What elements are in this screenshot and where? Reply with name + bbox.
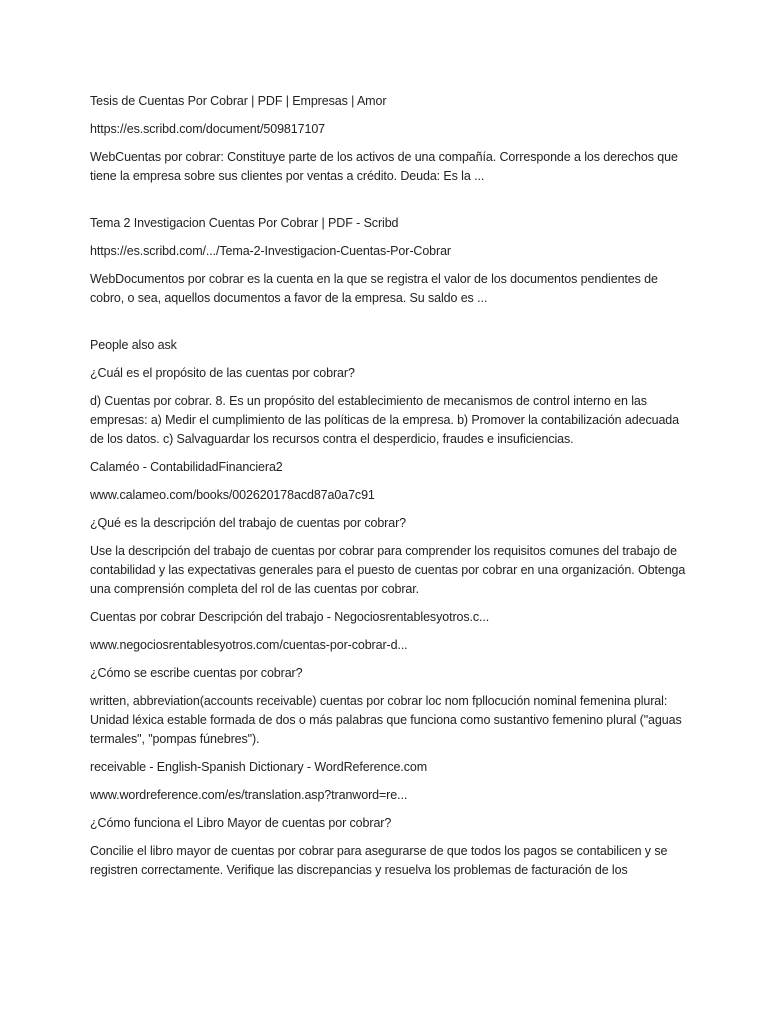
result-snippet-2: WebDocumentos por cobrar es la cuenta en la que se registra el valor de los documentos pendientes de cobro, o sea, aquellos documentos a favor de la empresa. Su saldo es ... <box>90 272 658 305</box>
result-title-2[interactable]: Tema 2 Investigacion Cuentas Por Cobrar | PDF - Scribd <box>90 216 399 230</box>
result-url-2[interactable]: https://es.scribd.com/.../Tema-2-Investigacion-Cuentas-Por-Cobrar <box>90 244 451 258</box>
answer-2: Use la descripción del trabajo de cuentas por cobrar para comprender los requisitos comunes del trabajo de contabilidad y las expectativas generales para el puesto de cuentas por cobrar en una organización. Obtenga una comprensión completa del rol de las cuentas por cobrar. <box>90 544 686 596</box>
answer-url-2[interactable]: www.negociosrentablesyotros.com/cuentas-por-cobrar-d... <box>90 638 408 652</box>
result-snippet-1: WebCuentas por cobrar: Constituye parte de los activos de una compañía. Corresponde a los derechos que tiene la empresa sobre sus clientes por ventas a crédito. Deuda: Es la ... <box>90 150 678 183</box>
question-2[interactable]: ¿Qué es la descripción del trabajo de cuentas por cobrar? <box>90 516 407 530</box>
answer-source-1[interactable]: Calaméo - ContabilidadFinanciera2 <box>90 460 283 474</box>
answer-url-1[interactable]: www.calameo.com/books/002620178acd87a0a7c91 <box>90 488 375 502</box>
answer-3: written, abbreviation(accounts receivable) cuentas por cobrar loc nom fpllocución nominal femenina plural: Unidad léxica estable formada de dos o más palabras que funciona como sustantivo femenino plural ("aguas termales", "pompas fúnebres"). <box>90 694 682 746</box>
spacer <box>90 195 690 214</box>
answer-4: Concilie el libro mayor de cuentas por cobrar para asegurarse de que todos los pagos se contabilicen y se registren correctamente. Verifique las discrepancias y resuelva los problemas de facturación de los <box>90 844 668 877</box>
people-also-ask-heading: People also ask <box>90 338 177 352</box>
answer-source-2[interactable]: Cuentas por cobrar Descripción del trabajo - Negociosrentablesyotros.c... <box>90 610 490 624</box>
result-url-1[interactable]: https://es.scribd.com/document/509817107 <box>90 122 326 136</box>
document-page <box>90 92 690 889</box>
question-4[interactable]: ¿Cómo funciona el Libro Mayor de cuentas por cobrar? <box>90 816 392 830</box>
question-1[interactable]: ¿Cuál es el propósito de las cuentas por cobrar? <box>90 366 355 380</box>
answer-url-3[interactable]: www.wordreference.com/es/translation.asp?tranword=re... <box>90 788 408 802</box>
answer-1: d) Cuentas por cobrar. 8. Es un propósito del establecimiento de mecanismos de control interno en las empresas: a) Medir el cumplimiento de las políticas de la empresa. b) Promover la contabilización adecuada de los datos. c) Salvaguardar los recursos contra el desperdicio, fraudes e insuficiencias. <box>90 394 679 446</box>
question-3[interactable]: ¿Cómo se escribe cuentas por cobrar? <box>90 666 303 680</box>
spacer <box>90 317 690 336</box>
answer-source-3[interactable]: receivable - English-Spanish Dictionary - WordReference.com <box>90 760 428 774</box>
result-title-1[interactable]: Tesis de Cuentas Por Cobrar | PDF | Empresas | Amor <box>90 94 387 108</box>
